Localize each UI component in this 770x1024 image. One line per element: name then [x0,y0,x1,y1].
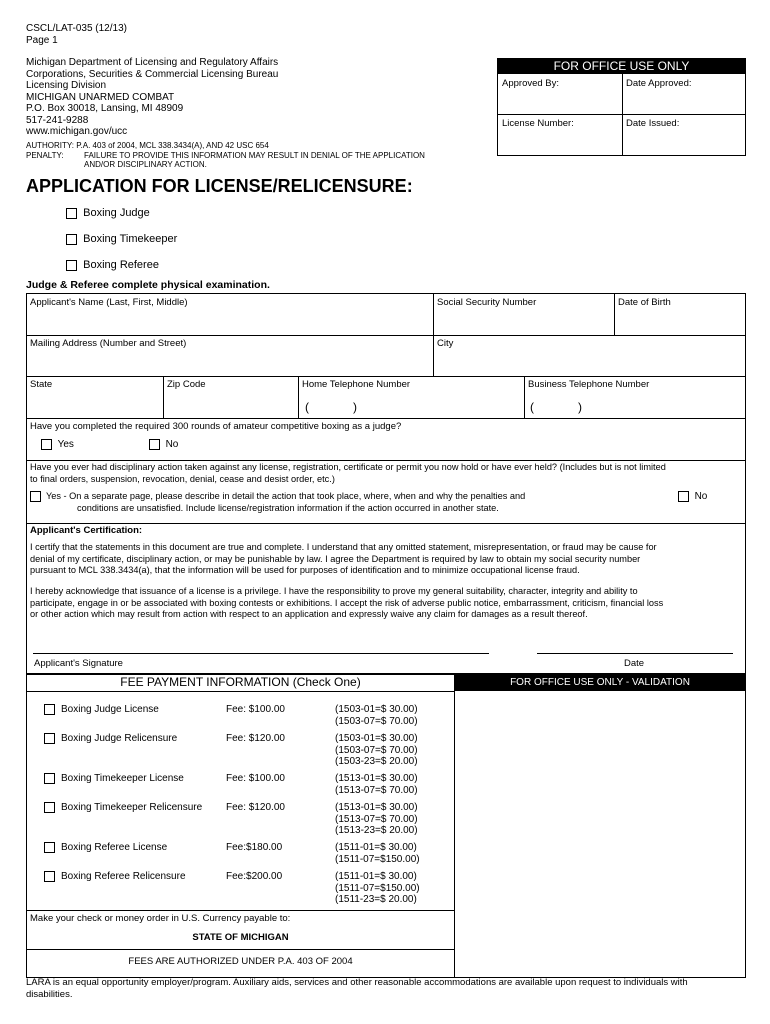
checkbox[interactable] [678,491,689,502]
business-phone-field[interactable]: Business Telephone Number [528,379,650,390]
q1-no-option[interactable]: No [149,439,178,450]
fee-item-timekeeper-license[interactable]: Boxing Timekeeper License Fee: $100.00 (1513-01=$ 30.00) (1513-07=$ 70.00) [44,771,444,807]
fee-section [26,673,746,978]
license-type-label: Boxing Referee [83,259,159,271]
fee-item-referee-relicensure[interactable]: Boxing Referee Relicensure Fee:$200.00 (1511-01=$ 30.00) (1511-07=$150.00) (1511-23=$ 20.00) [44,869,444,909]
dob-field[interactable]: Date of Birth [618,297,671,308]
checkbox[interactable] [44,871,55,882]
date-approved-label: Date Approved: [626,78,692,89]
q1-yes-option[interactable]: Yes [41,439,74,450]
application-form [26,293,746,675]
checkbox[interactable] [44,733,55,744]
date-label: Date [624,658,645,669]
fee-item-referee-license[interactable]: Boxing Referee License Fee:$180.00 (1511-01=$ 30.00) (1511-07=$150.00) [44,840,444,876]
signature-label: Applicant's Signature [34,658,123,669]
payee-name: STATE OF MICHIGAN [192,932,289,943]
mailing-address-field[interactable]: Mailing Address (Number and Street) [30,338,187,349]
checkbox[interactable] [66,260,77,271]
penalty-text: FAILURE TO PROVIDE THIS INFORMATION MAY RESULT IN DENIAL OF THE APPLICATION [84,150,425,160]
license-type-timekeeper[interactable] [66,233,177,245]
checkbox[interactable] [44,802,55,813]
license-type-referee[interactable] [66,259,159,271]
footer-note: LARA is an equal opportunity employer/program. Auxiliary aids, services and other reasonable accommodations are available upon request to individuals with disabilities. [26,977,688,1000]
penalty-text-2: AND/OR DISCIPLINARY ACTION. [84,160,207,169]
department-address [26,57,278,138]
license-number-label: License Number: [502,118,574,129]
certification-paragraph-2: I hereby acknowledge that issuance of a license is a privilege. I have the responsibility to prove my general suitability, character, integrity and ability to participate, engage in or be associated with boxing contests or exhibitions. I accept the risk of adverse public notice, embarrassment, criticism, financial loss or other action which may result from action with respect to an application and expressly waive any claim for damages as a result thereof. [30,586,664,619]
fee-item-judge-relicensure[interactable]: Boxing Judge Relicensure Fee: $120.00 (1503-01=$ 30.00) (1503-07=$ 70.00) (1503-23=$ 20.00) [44,731,444,771]
applicant-name-field[interactable]: Applicant's Name (Last, First, Middle) [30,297,188,308]
dept-line: P.O. Box 30018, Lansing, MI 48909 [26,103,184,114]
dept-line: Corporations, Securities & Commercial Licensing Bureau [26,68,279,80]
certification-paragraph-1: I certify that the statements in this document are true and complete. I understand that any omitted statement, misrepresentation, or fraud may be cause for denial of my certificate, disciplinary action, or may be punishable by law. I agree the Department is required by law to obtain my social security number pursuant to MCL 338.3434(a), that the information will be used for purposes of identification and to minimize occupational license fraud. [30,542,657,575]
authority-text: P.A. 403 of 2004, MCL 338.3434(A), AND 42 USC 654 [76,141,269,150]
ssn-field[interactable]: Social Security Number [437,297,537,308]
dept-line: www.michigan.gov/ucc [26,126,128,137]
checkbox[interactable] [66,234,77,245]
q2-yes-option[interactable]: Yes - On a separate page, please describe in detail the action that took place, where, when and why the penalties and conditions are unsatisfied. Include license/registration information if the action occurred in another state. [30,491,525,514]
home-phone-area: ( ) [305,400,357,414]
fee-item-judge-license[interactable]: Boxing Judge License Fee: $100.00 (1503-01=$ 30.00) (1503-07=$ 70.00) [44,702,444,738]
business-phone-area: ( ) [530,400,582,414]
penalty-label: PENALTY: [26,150,64,160]
license-type-label: Boxing Timekeeper [83,233,178,245]
fee-heading: FEE PAYMENT INFORMATION (Check One) [120,675,361,689]
certification-heading: Applicant's Certification: [30,525,143,536]
fee-item-timekeeper-relicensure[interactable]: Boxing Timekeeper Relicensure Fee: $120.00 (1513-01=$ 30.00) (1513-07=$ 70.00) (1513-23=$ 20.00) [44,800,444,840]
question-discipline: Have you ever had disciplinary action taken against any license, registration, certificate or permit you now hold or have ever held? (Includes but is not limited to final orders, suspension, revocation, denial, cease and desist order, etc.) [30,462,666,484]
checkbox[interactable] [44,704,55,715]
dept-line: 517-241-9288 [26,114,89,126]
authority-label: AUTHORITY: [26,141,75,150]
checkbox[interactable] [149,439,160,450]
fees-authorized-note: FEES ARE AUTHORIZED UNDER P.A. 403 OF 2004 [128,956,353,967]
checkbox[interactable] [41,439,52,450]
question-rounds: Have you completed the required 300 rounds of amateur competitive boxing as a judge? [30,421,402,432]
payable-note: Make your check or money order in U.S. Currency payable to: [30,913,291,924]
signature-line[interactable] [33,653,489,654]
form-id: CSCL/LAT-035 (12/13) [26,23,127,34]
office-use-title: FOR OFFICE USE ONLY [498,59,745,74]
zip-field[interactable]: Zip Code [167,379,206,390]
license-type-judge[interactable] [66,207,150,219]
validation-heading: FOR OFFICE USE ONLY - VALIDATION [455,674,745,691]
exam-note: Judge & Referee complete physical examination. [26,279,270,291]
home-phone-field[interactable]: Home Telephone Number [302,379,411,390]
dept-line: MICHIGAN UNARMED COMBAT [26,91,175,103]
date-line[interactable] [537,653,733,654]
dept-line: Licensing Division [26,80,107,91]
checkbox[interactable] [44,842,55,853]
state-field[interactable]: State [30,379,53,390]
checkbox[interactable] [44,773,55,784]
city-field[interactable]: City [437,338,454,349]
date-issued-label: Date Issued: [626,118,680,129]
page-number: Page 1 [26,35,58,46]
dept-line: Michigan Department of Licensing and Regulatory Affairs [26,57,279,68]
checkbox[interactable] [30,491,41,502]
license-type-label: Boxing Judge [83,207,150,219]
checkbox[interactable] [66,208,77,219]
approved-by-label: Approved By: [502,78,560,89]
q2-no-option[interactable]: No [678,491,707,502]
office-use-box [497,58,746,156]
main-title: APPLICATION FOR LICENSE/RELICENSURE: [26,176,413,196]
authority-block [26,141,425,170]
